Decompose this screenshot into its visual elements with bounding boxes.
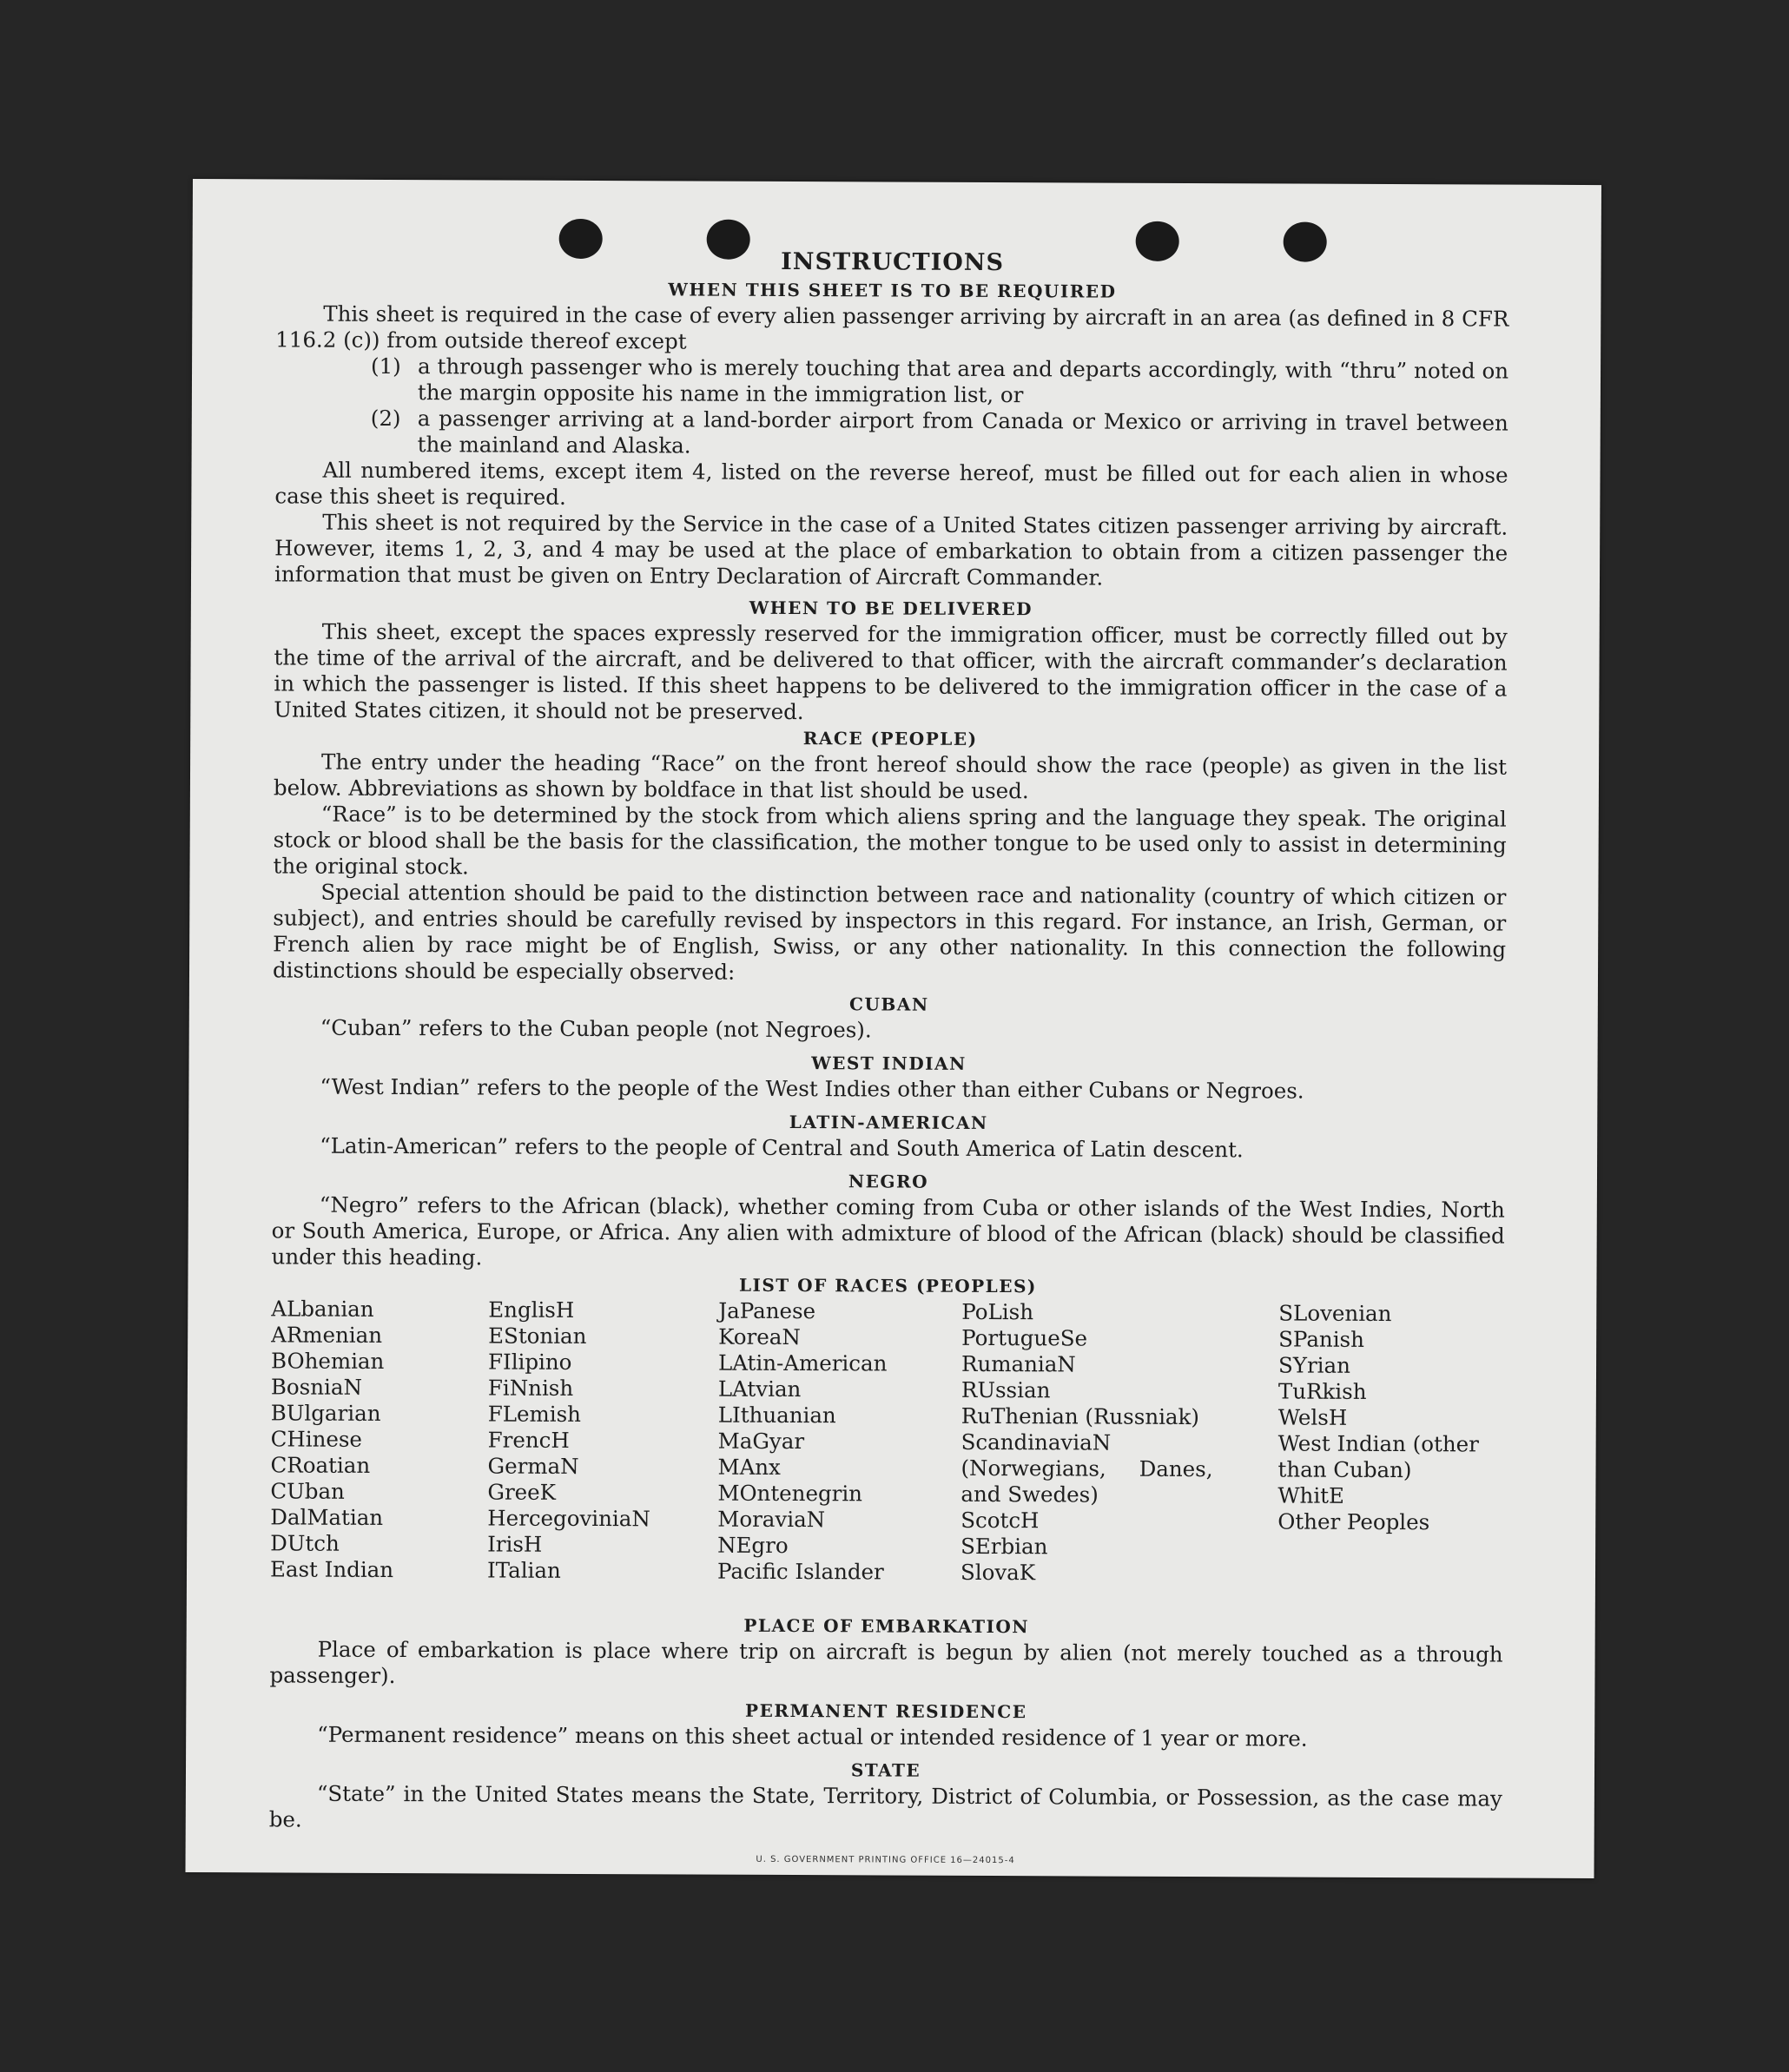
exception-text: a through passenger who is merely touching that area and departs accordingly, with “thru” noted on the margin opposite his name in the immigration list, or <box>417 353 1509 408</box>
paragraph: “Race” is to be determined by the stock from which aliens spring and the language they speak. The original stock or blood shall be the basis for the classification, the mother tongue to be used only to assist in determining the original stock. <box>273 801 1507 880</box>
paragraph: All numbered items, except item 4, listed on the reverse hereof, must be filled out for each alien in whose case this sheet is required. <box>274 457 1508 510</box>
race-entry: Other Peoples <box>1277 1508 1430 1535</box>
race-entry: IrisH <box>487 1531 543 1557</box>
race-entry: DalMatian <box>270 1504 384 1530</box>
race-entry: LIthuanian <box>717 1402 836 1429</box>
race-entry: TuRkish <box>1277 1378 1367 1404</box>
paragraph: “Latin-American” refers to the people of Central and South America of Latin descent. <box>320 1132 1244 1163</box>
race-column <box>717 1298 888 1586</box>
section-heading: LATIN-AMERICAN <box>789 1112 988 1134</box>
race-column <box>487 1297 651 1584</box>
race-entry: ITalian <box>486 1557 561 1583</box>
race-entry: ScandinaviaN (Norwegians, Danes, and Swedes) <box>961 1429 1213 1508</box>
document-body <box>268 247 1508 1876</box>
race-entry: FIlipino <box>487 1349 572 1375</box>
race-entry: ALbanian <box>271 1296 374 1322</box>
race-entry: MOntenegrin <box>717 1480 863 1507</box>
race-entry: EStonian <box>488 1323 587 1349</box>
section-heading: WHEN THIS SHEET IS TO BE REQUIRED <box>668 279 1117 302</box>
section-heading: STATE <box>850 1759 921 1781</box>
paragraph: “West Indian” refers to the people of the West Indies other than either Cubans or Negroes. <box>320 1073 1304 1104</box>
race-entry: GermaN <box>487 1453 579 1479</box>
instruction-sheet <box>185 179 1601 1878</box>
paragraph: “Negro” refers to the African (black), whether coming from Cuba or other islands of the West Indies, North or South America, Europe, or Africa. Any alien with admixture of blood of the African (black) should be classified under this heading. <box>271 1191 1505 1270</box>
section-heading: RACE (PEOPLE) <box>802 728 978 749</box>
paragraph: “Permanent residence” means on this sheet actual or intended residence of 1 year or more. <box>317 1721 1308 1752</box>
race-entry: RUssian <box>961 1376 1051 1403</box>
paragraph: Place of embarkation is place where trip on aircraft is begun by alien (not merely touched as a through passenger). <box>269 1636 1503 1689</box>
race-entry: SErbian <box>961 1533 1048 1560</box>
exception-text: a passenger arriving at a land-border airport from Canada or Mexico or arriving in travel between the mainland and Alaska. <box>417 406 1508 459</box>
race-entry: MoraviaN <box>717 1506 826 1533</box>
race-entry: LAtin-American <box>717 1349 888 1376</box>
race-entry: SlovaK <box>960 1559 1036 1586</box>
paragraph: This sheet is not required by the Service in the case of a United States citizen passenger arriving by aircraft. However, items 1, 2, 3, and 4 may be used at the place of embarkation to obtain from a citizen passenger the information that must be given on Entry Declaration of Aircraft Commander. <box>274 509 1508 591</box>
race-entry: RuThenian (Russniak) <box>961 1402 1200 1430</box>
race-entry: BOhemian <box>270 1348 385 1374</box>
race-entry: JaPanese <box>718 1297 816 1324</box>
race-entry: BUlgarian <box>270 1400 381 1426</box>
race-column <box>1277 1300 1500 1535</box>
section-heading: WEST INDIAN <box>811 1052 967 1074</box>
race-entry: GreeK <box>487 1479 557 1505</box>
race-column <box>961 1299 1213 1587</box>
race-entry: MAnx <box>717 1454 781 1480</box>
race-entry: FrencH <box>487 1427 570 1453</box>
race-entry: PoLish <box>961 1298 1034 1325</box>
race-entry: East Indian <box>269 1556 394 1583</box>
race-entry: CHinese <box>270 1426 363 1452</box>
page-title: INSTRUCTIONS <box>781 247 1005 277</box>
race-entry: LAtvian <box>717 1376 802 1402</box>
race-entry: CRoatian <box>270 1452 371 1478</box>
race-entry: CUban <box>270 1478 345 1504</box>
race-entry: DUtch <box>270 1530 340 1556</box>
paragraph: “Cuban” refers to the Cuban people (not Negroes). <box>320 1014 872 1043</box>
paragraph: The entry under the heading “Race” on the front hereof should show the race (people) as given in the list below. Abbreviations as shown by boldface in that list should be used. <box>273 749 1508 804</box>
section-heading: LIST OF RACES (PEOPLES) <box>738 1274 1037 1297</box>
race-entry: SYrian <box>1277 1352 1351 1378</box>
section-heading: PERMANENT RESIDENCE <box>745 1699 1027 1723</box>
section-heading: NEGRO <box>848 1171 929 1192</box>
paragraph: Special attention should be paid to the distinction between race and nationality (country of which citizen or subject), and entries should be carefully revised by inspectors in this regard. For instance, an Irish, German, or French alien by race might be of English, Swiss, or any other nationality. In this connection the following distinctions should be especially observed: <box>272 879 1507 985</box>
race-entry: FiNnish <box>487 1375 574 1401</box>
race-entry: ARmenian <box>271 1322 383 1348</box>
paragraph: This sheet is required in the case of every alien passenger arriving by aircraft in an area (as defined in 8 CFR 116.2 (c)) from outside thereof except <box>275 300 1509 354</box>
race-list <box>270 1296 1505 1615</box>
race-entry: WelsH <box>1277 1404 1348 1430</box>
race-entry: WhitE <box>1277 1482 1344 1508</box>
race-entry: MaGyar <box>717 1428 805 1455</box>
section-heading: WHEN TO BE DELIVERED <box>749 597 1033 620</box>
paragraph: This sheet, except the spaces expressly reserved for the immigration officer, must be correctly filled out by the time of the arrival of the aircraft, and be delivered to that officer, with the aircraft commander’s declaration in which the passenger is listed. If this sheet happens to be delivered to the immigration officer in the case of a United States citizen, it should not be preserved. <box>274 618 1508 725</box>
race-entry: SPanish <box>1278 1326 1364 1352</box>
section-heading: CUBAN <box>849 993 929 1015</box>
exception-number: (1) <box>370 353 401 379</box>
race-entry: ScotcH <box>961 1507 1040 1534</box>
race-entry: PortugueSe <box>961 1324 1088 1351</box>
race-entry: EnglisH <box>488 1297 575 1323</box>
race-entry: BosniaN <box>270 1374 362 1400</box>
race-entry: Pacific Islander <box>716 1558 884 1585</box>
printer-imprint: U. S. GOVERNMENT PRINTING OFFICE 16—24015-4 <box>756 1854 1015 1866</box>
race-entry: NEgro <box>717 1532 789 1559</box>
exception-item <box>275 405 1508 462</box>
exception-item <box>275 353 1508 410</box>
exception-number: (2) <box>370 405 401 432</box>
race-entry: West Indian (other than Cuban) <box>1277 1430 1479 1483</box>
section-heading: PLACE OF EMBARKATION <box>743 1614 1030 1638</box>
race-entry: KoreaN <box>718 1323 801 1350</box>
race-entry: HercegoviniaN <box>487 1505 650 1532</box>
race-column <box>270 1296 395 1583</box>
paragraph: “State” in the United States means the State, Territory, District of Columbia, or Possession, as the case may be. <box>268 1780 1502 1832</box>
race-entry: FLemish <box>487 1401 582 1427</box>
race-entry: SLovenian <box>1278 1300 1392 1327</box>
race-entry: RumaniaN <box>961 1350 1076 1377</box>
